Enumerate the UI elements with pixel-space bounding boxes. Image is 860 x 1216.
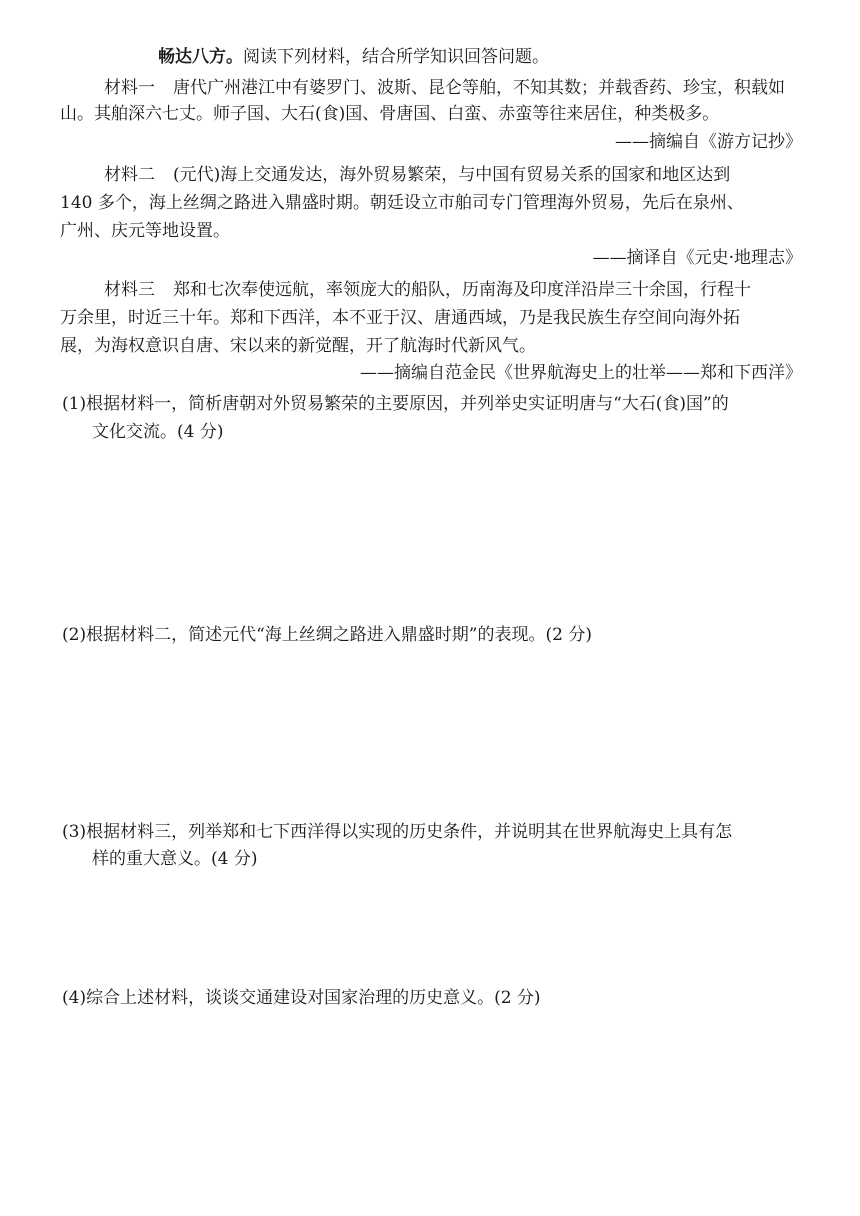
material2-text-2: 140 多个，海上丝绸之路进入鼎盛时期。朝廷设立市舶司专门管理海外贸易，先后在泉州、 — [60, 193, 744, 213]
material1-text-1: 唐代广州港江中有婆罗门、波斯、昆仑等舶，不知其数；并载香药、珍宝，积载如 — [173, 78, 785, 98]
material3-line-3 — [60, 335, 536, 357]
material3-label: 材料三 — [104, 280, 155, 300]
material2-source: ——摘译自《元史·地理志》 — [592, 248, 802, 268]
material2-label: 材料二 — [104, 165, 155, 185]
intro-line — [158, 46, 549, 68]
material1-line-1 — [104, 77, 785, 99]
material1-source: ——摘编自《游方记抄》 — [615, 132, 802, 152]
material3-text-3: 展，为海权意识自唐、宋以来的新觉醒，开了航海时代新风气。 — [60, 336, 536, 356]
question-2-line-1: (2)根据材料二，简述元代“海上丝绸之路进入鼎盛时期”的表现。(2 分) — [62, 625, 592, 645]
material1-line-2 — [60, 103, 719, 125]
material2-line-2 — [60, 192, 744, 214]
material3-line-2 — [60, 307, 740, 329]
material1-label: 材料一 — [104, 78, 155, 98]
intro-heading: 畅达八方。 — [158, 47, 243, 67]
material3-source: ——摘编自范金民《世界航海史上的壮举——郑和下西洋》 — [360, 363, 802, 383]
intro-instruction: 阅读下列材料，结合所学知识回答问题。 — [243, 47, 549, 67]
material3-text-1: 郑和七次奉使远航，率领庞大的船队，历南海及印度洋沿岸三十余国，行程十 — [173, 280, 751, 300]
material1-text-2: 山。其舶深六七丈。师子国、大石(食)国、骨唐国、白蛮、赤蛮等往来居住，种类极多。 — [60, 104, 720, 124]
material2-line-3 — [60, 220, 230, 242]
material2-text-1: (元代)海上交通发达，海外贸易繁荣，与中国有贸易关系的国家和地区达到 — [173, 165, 731, 185]
material2-text-3: 广州、庆元等地设置。 — [60, 221, 230, 241]
material3-text-2: 万余里，时近三十年。郑和下西洋，本不亚于汉、唐通西域，乃是我民族生存空间向海外拓 — [60, 308, 740, 328]
question-1-line-2: 文化交流。(4 分) — [92, 422, 224, 442]
material3-line-1 — [104, 279, 751, 301]
question-4-line-1: (4)综合上述材料，谈谈交通建设对国家治理的历史意义。(2 分) — [62, 988, 541, 1008]
question-3-line-1: (3)根据材料三，列举郑和七下西洋得以实现的历史条件，并说明其在世界航海史上具有怎 — [62, 822, 733, 842]
question-3-line-2: 样的重大意义。(4 分) — [92, 849, 258, 869]
question-1-line-1: (1)根据材料一，简析唐朝对外贸易繁荣的主要原因，并列举史实证明唐与“大石(食)国”的 — [62, 394, 729, 414]
material2-line-1 — [104, 164, 730, 186]
